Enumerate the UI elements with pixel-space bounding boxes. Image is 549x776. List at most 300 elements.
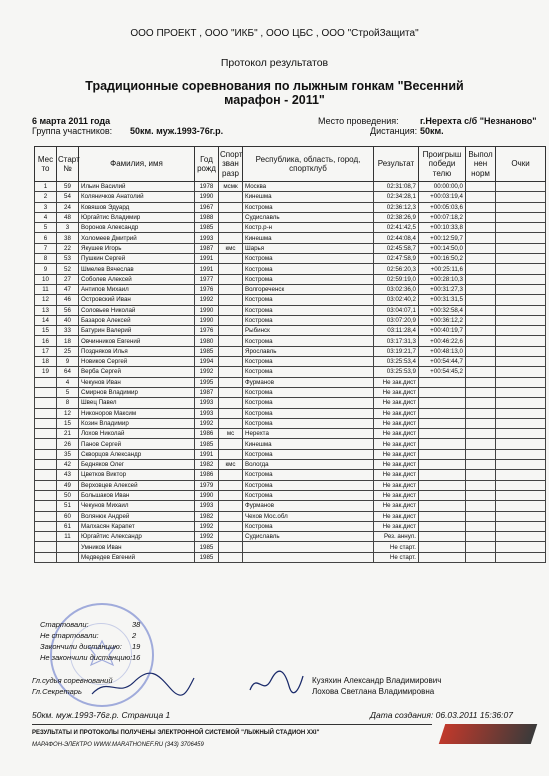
cell-place (35, 418, 57, 428)
cell-place: 15 (35, 326, 57, 336)
table-row (35, 192, 546, 202)
cell-result: Не старт. (374, 542, 419, 552)
table-row (35, 418, 546, 428)
cell-region: Кинешма (243, 439, 374, 449)
stat-label: Закончили дистанцию: (40, 642, 122, 651)
cell-region (243, 552, 374, 562)
cell-rank (219, 521, 243, 531)
col-region: Республика, область, город, спортклуб (243, 147, 374, 182)
table-row (35, 315, 546, 325)
cell-birth-year: 1985 (195, 223, 219, 233)
cell-rank: кмс (219, 460, 243, 470)
cell-gap: +00:31:31,5 (419, 295, 466, 305)
cell-start-number: 11 (57, 532, 79, 542)
cell-region: Ярославль (243, 346, 374, 356)
cell-points (496, 305, 546, 315)
cell-place: 13 (35, 305, 57, 315)
cell-start-number: 3 (57, 223, 79, 233)
cell-rank (219, 490, 243, 500)
cell-birth-year: 1986 (195, 429, 219, 439)
cell-gap (419, 490, 466, 500)
cell-start-number: 61 (57, 521, 79, 531)
cell-place (35, 398, 57, 408)
cell-result: 02:41:42,5 (374, 223, 419, 233)
event-date: 6 марта 2011 года (32, 116, 111, 126)
cell-place: 4 (35, 212, 57, 222)
cell-name: Батурин Валерий (79, 326, 195, 336)
cell-points (496, 284, 546, 294)
cell-rank (219, 212, 243, 222)
cell-name: Лохов Николай (79, 429, 195, 439)
cell-gap (419, 398, 466, 408)
cell-gap (419, 418, 466, 428)
cell-place (35, 377, 57, 387)
cell-norm (466, 182, 496, 192)
table-row (35, 439, 546, 449)
cell-norm (466, 212, 496, 222)
cell-region: Судиславль (243, 212, 374, 222)
cell-points (496, 346, 546, 356)
cell-result: 02:36:12,3 (374, 202, 419, 212)
cell-birth-year: 1990 (195, 305, 219, 315)
stat-value: 16 (132, 653, 141, 662)
cell-norm (466, 439, 496, 449)
cell-norm (466, 336, 496, 346)
cell-birth-year: 1993 (195, 233, 219, 243)
cell-region: Кострома (243, 449, 374, 459)
cell-points (496, 202, 546, 212)
cell-result: Не зак.дист (374, 449, 419, 459)
cell-norm (466, 542, 496, 552)
cell-start-number: 52 (57, 264, 79, 274)
cell-points (496, 264, 546, 274)
col-birth-year: Год рожд (195, 147, 219, 182)
cell-birth-year: 1994 (195, 357, 219, 367)
cell-points (496, 357, 546, 367)
cell-points (496, 501, 546, 511)
cell-birth-year: 1990 (195, 192, 219, 202)
cell-points (496, 326, 546, 336)
cell-name: Пушкин Сергей (79, 254, 195, 264)
cell-region: Шарья (243, 243, 374, 253)
table-row (35, 243, 546, 253)
cell-norm (466, 429, 496, 439)
cell-name: Бедняков Олег (79, 460, 195, 470)
cell-place: 8 (35, 254, 57, 264)
cell-name: Медведев Евгений (79, 552, 195, 562)
cell-birth-year: 1992 (195, 418, 219, 428)
cell-start-number: 21 (57, 429, 79, 439)
cell-result: Не зак.дист (374, 398, 419, 408)
cell-region: Кострома (243, 470, 374, 480)
cell-gap: +00:46:22,6 (419, 336, 466, 346)
cell-region: Кинешма (243, 233, 374, 243)
cell-start-number: 60 (57, 511, 79, 521)
page-indicator: 50км. муж.1993-76г.р. Страница 1 (32, 710, 171, 720)
cell-gap (419, 470, 466, 480)
cell-gap: +00:10:33,8 (419, 223, 466, 233)
cell-rank (219, 470, 243, 480)
cell-start-number: 59 (57, 182, 79, 192)
cell-result: 03:04:07,1 (374, 305, 419, 315)
cell-place: 17 (35, 346, 57, 356)
judge-label: Гл.судья соревнований (32, 676, 113, 685)
cell-place (35, 552, 57, 562)
cell-rank (219, 254, 243, 264)
cell-birth-year: 1985 (195, 542, 219, 552)
cell-result: 03:25:53,4 (374, 357, 419, 367)
cell-result: Не зак.дист (374, 490, 419, 500)
cell-gap: +00:16:50,2 (419, 254, 466, 264)
cell-place: 2 (35, 192, 57, 202)
cell-rank (219, 511, 243, 521)
table-row (35, 274, 546, 284)
cell-norm (466, 202, 496, 212)
cell-points (496, 387, 546, 397)
cell-result: 02:56:20,3 (374, 264, 419, 274)
cell-place: 11 (35, 284, 57, 294)
cell-result: Не зак.дист (374, 470, 419, 480)
cell-norm (466, 326, 496, 336)
cell-points (496, 480, 546, 490)
cell-result: Рез. аннул. (374, 532, 419, 542)
table-row (35, 532, 546, 542)
cell-points (496, 367, 546, 377)
cell-birth-year: 1993 (195, 398, 219, 408)
cell-name: Большаков Иван (79, 490, 195, 500)
cell-result: 03:07:20,9 (374, 315, 419, 325)
table-row (35, 182, 546, 192)
cell-gap: 00:00:00,0 (419, 182, 466, 192)
protocol-heading: Протокол результатов (220, 57, 329, 69)
cell-region: Кострома (243, 336, 374, 346)
cell-birth-year: 1987 (195, 243, 219, 253)
cell-result: Не зак.дист (374, 387, 419, 397)
cell-birth-year: 1985 (195, 552, 219, 562)
cell-birth-year: 1992 (195, 367, 219, 377)
cell-place: 10 (35, 274, 57, 284)
cell-name: Антипов Михаил (79, 284, 195, 294)
cell-start-number (57, 552, 79, 562)
stat-value: 38 (132, 620, 141, 629)
cell-birth-year: 1992 (195, 532, 219, 542)
cell-birth-year: 1977 (195, 274, 219, 284)
cell-region: Фурманов (243, 377, 374, 387)
cell-birth-year: 1992 (195, 295, 219, 305)
cell-start-number: 56 (57, 305, 79, 315)
cell-result: 03:19:21,7 (374, 346, 419, 356)
cell-rank: кмс (219, 243, 243, 253)
cell-points (496, 439, 546, 449)
cell-gap: +00:48:13,0 (419, 346, 466, 356)
cell-result: Не зак.дист (374, 429, 419, 439)
cell-place (35, 521, 57, 531)
group-label: Группа участников: (32, 126, 113, 136)
cell-name: Юргайтис Владимир (79, 212, 195, 222)
cell-norm (466, 254, 496, 264)
cell-start-number: 12 (57, 408, 79, 418)
cell-result: 03:17:31,3 (374, 336, 419, 346)
cell-result: 02:34:28,1 (374, 192, 419, 202)
cell-birth-year: 1990 (195, 490, 219, 500)
cell-points (496, 552, 546, 562)
cell-points (496, 490, 546, 500)
cell-place: 19 (35, 367, 57, 377)
cell-birth-year: 1990 (195, 315, 219, 325)
cell-start-number: 35 (57, 449, 79, 459)
cell-region: Волгореченск (243, 284, 374, 294)
cell-points (496, 243, 546, 253)
cell-points (496, 449, 546, 459)
table-row (35, 387, 546, 397)
cell-norm (466, 480, 496, 490)
cell-place (35, 532, 57, 542)
table-row (35, 377, 546, 387)
cell-result: Не зак.дист (374, 501, 419, 511)
cell-place: 12 (35, 295, 57, 305)
cell-norm (466, 501, 496, 511)
table-row (35, 305, 546, 315)
cell-name: Коляничков Анатолий (79, 192, 195, 202)
table-row (35, 490, 546, 500)
cell-start-number: 50 (57, 490, 79, 500)
cell-points (496, 233, 546, 243)
cell-birth-year: 1988 (195, 212, 219, 222)
cell-rank (219, 315, 243, 325)
table-row (35, 501, 546, 511)
cell-birth-year: 1992 (195, 521, 219, 531)
cell-norm (466, 357, 496, 367)
cell-name: Новиков Сергей (79, 357, 195, 367)
cell-birth-year: 1986 (195, 470, 219, 480)
cell-name: Козин Владимир (79, 418, 195, 428)
cell-norm (466, 295, 496, 305)
cell-place (35, 449, 57, 459)
cell-birth-year: 1993 (195, 501, 219, 511)
cell-result: Не зак.дист (374, 480, 419, 490)
cell-rank (219, 418, 243, 428)
cell-norm (466, 315, 496, 325)
cell-birth-year: 1976 (195, 284, 219, 294)
cell-place (35, 439, 57, 449)
cell-points (496, 295, 546, 305)
cell-start-number: 18 (57, 336, 79, 346)
cell-gap: +00:54:44,7 (419, 357, 466, 367)
table-row (35, 398, 546, 408)
cell-rank: мс (219, 429, 243, 439)
cell-points (496, 542, 546, 552)
cell-name: Якушев Игорь (79, 243, 195, 253)
table-row (35, 521, 546, 531)
signature-mark (245, 668, 305, 698)
cell-gap: +00:07:18,2 (419, 212, 466, 222)
cell-place (35, 501, 57, 511)
footer-divider (32, 724, 432, 725)
cell-region: Кострома (243, 367, 374, 377)
cell-start-number: 24 (57, 202, 79, 212)
cell-gap: +00:28:10,3 (419, 274, 466, 284)
cell-rank (219, 387, 243, 397)
cell-norm (466, 377, 496, 387)
secretary-name: Лохова Светлана Владимировна (312, 687, 435, 696)
cell-gap (419, 501, 466, 511)
cell-rank (219, 377, 243, 387)
col-gap: Проигрыш победи телю (419, 147, 466, 182)
cell-birth-year: 1980 (195, 336, 219, 346)
cell-gap: +00:40:19,7 (419, 326, 466, 336)
cell-norm (466, 387, 496, 397)
cell-place: 16 (35, 336, 57, 346)
cell-points (496, 408, 546, 418)
cell-points (496, 192, 546, 202)
cell-result: 03:02:40,2 (374, 295, 419, 305)
cell-birth-year: 1991 (195, 449, 219, 459)
results-table (34, 146, 546, 563)
cell-place (35, 542, 57, 552)
cell-birth-year: 1991 (195, 264, 219, 274)
col-name: Фамилия, имя (79, 147, 195, 182)
cell-name: Верба Сергей (79, 367, 195, 377)
cell-points (496, 212, 546, 222)
cell-region: Судиславль (243, 532, 374, 542)
contact-line: МАРАФОН-ЭЛЕКТРО WWW.MARATHONEF.RU (343) 3706459 (32, 742, 204, 748)
cell-name: Ильин Василий (79, 182, 195, 192)
cell-place (35, 470, 57, 480)
cell-name: Соболев Алексей (79, 274, 195, 284)
cell-name: Верховцев Алексей (79, 480, 195, 490)
table-row (35, 264, 546, 274)
cell-name: Поздняков Илья (79, 346, 195, 356)
cell-gap (419, 521, 466, 531)
stat-label: Стартовали: (40, 620, 89, 629)
cell-rank (219, 408, 243, 418)
cell-gap (419, 460, 466, 470)
cell-result: Не зак.дист (374, 521, 419, 531)
cell-region: Кострома (243, 274, 374, 284)
cell-rank (219, 264, 243, 274)
cell-start-number: 42 (57, 460, 79, 470)
cell-gap: +00:12:59,7 (419, 233, 466, 243)
cell-points (496, 398, 546, 408)
table-row (35, 284, 546, 294)
distance-label: Дистанция: (370, 126, 418, 136)
cell-name: Малхасян Карапет (79, 521, 195, 531)
cell-gap (419, 552, 466, 562)
cell-gap: +00:14:50,0 (419, 243, 466, 253)
cell-name: Базаров Алексей (79, 315, 195, 325)
cell-region: Кострома (243, 295, 374, 305)
cell-start-number: 48 (57, 212, 79, 222)
cell-start-number: 22 (57, 243, 79, 253)
cell-norm (466, 408, 496, 418)
table-row (35, 336, 546, 346)
table-row (35, 367, 546, 377)
cell-birth-year: 1985 (195, 439, 219, 449)
cell-region: Кинешма (243, 192, 374, 202)
cell-region: Кострома (243, 387, 374, 397)
cell-result: 02:38:26,9 (374, 212, 419, 222)
cell-gap: +00:25:11,6 (419, 264, 466, 274)
cell-rank (219, 480, 243, 490)
col-result: Результат (374, 147, 419, 182)
cell-points (496, 521, 546, 531)
cell-norm (466, 398, 496, 408)
table-row (35, 542, 546, 552)
cell-name: Умников Иван (79, 542, 195, 552)
cell-result: 03:02:36,0 (374, 284, 419, 294)
cell-start-number: 25 (57, 346, 79, 356)
cell-gap (419, 377, 466, 387)
cell-start-number: 26 (57, 439, 79, 449)
cell-norm (466, 449, 496, 459)
cell-start-number: 51 (57, 501, 79, 511)
cell-rank (219, 552, 243, 562)
cell-region: Фурманов (243, 501, 374, 511)
cell-result: 02:45:58,7 (374, 243, 419, 253)
cell-result: 02:44:08,4 (374, 233, 419, 243)
cell-region: Кострома (243, 490, 374, 500)
cell-gap (419, 387, 466, 397)
creation-date: Дата создания: 06.03.2011 15:36:07 (370, 710, 513, 720)
table-row (35, 480, 546, 490)
cell-result: Не зак.дист (374, 460, 419, 470)
cell-start-number: 46 (57, 295, 79, 305)
cell-points (496, 429, 546, 439)
stat-label: Не закончили дистанцию: (40, 653, 133, 662)
cell-gap: +00:31:27,3 (419, 284, 466, 294)
cell-region: Чехов Мос.обл (243, 511, 374, 521)
cell-place: 18 (35, 357, 57, 367)
cell-points (496, 182, 546, 192)
cell-gap (419, 542, 466, 552)
table-row (35, 212, 546, 222)
cell-region: Кострома (243, 398, 374, 408)
cell-points (496, 532, 546, 542)
distance-value: 50км. (420, 126, 444, 136)
cell-place (35, 490, 57, 500)
competition-title: Традиционные соревнования по лыжным гонкам "Весенний марафон - 2011" (85, 79, 464, 107)
cell-result: 03:25:53,9 (374, 367, 419, 377)
cell-norm (466, 521, 496, 531)
cell-place (35, 408, 57, 418)
table-row (35, 346, 546, 356)
cell-norm (466, 418, 496, 428)
cell-region: Кострома (243, 418, 374, 428)
cell-birth-year: 1985 (195, 346, 219, 356)
col-rank: Спорт зван разр (219, 147, 243, 182)
cell-name: Холомеев Дмитрий (79, 233, 195, 243)
cell-name: Островский Иван (79, 295, 195, 305)
cell-rank (219, 367, 243, 377)
cell-points (496, 336, 546, 346)
cell-rank (219, 439, 243, 449)
cell-birth-year: 1982 (195, 511, 219, 521)
cell-points (496, 377, 546, 387)
cell-region: Кострома (243, 408, 374, 418)
cell-rank (219, 326, 243, 336)
cell-name: Панов Сергей (79, 439, 195, 449)
cell-place (35, 460, 57, 470)
cell-region: Кострома (243, 315, 374, 325)
cell-rank: мсмк (219, 182, 243, 192)
cell-name: Смирнов Владимир (79, 387, 195, 397)
cell-place (35, 511, 57, 521)
cell-place (35, 480, 57, 490)
cell-name: Скворцов Александр (79, 449, 195, 459)
cell-result: 02:47:58,9 (374, 254, 419, 264)
cell-name: Чекунов Иван (79, 377, 195, 387)
cell-rank (219, 274, 243, 284)
